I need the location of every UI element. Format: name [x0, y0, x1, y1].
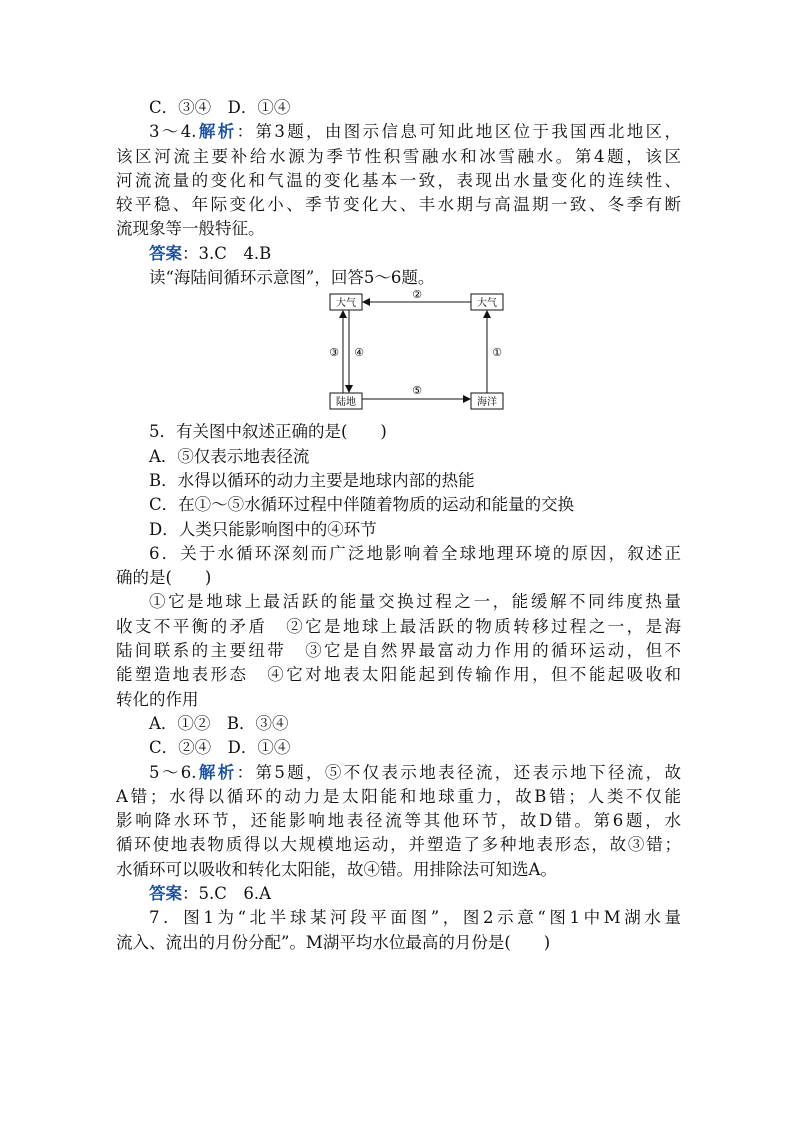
- q34-analysis-line1: [116, 120, 681, 144]
- q56-analysis-line1: [116, 761, 681, 785]
- arrow-top-label: ②: [412, 290, 422, 302]
- q5-stem: 5．有关图中叙述正确的是( ): [149, 422, 387, 442]
- q34-analysis-line2: 该区河流主要补给水源为季节性积雪融水和冰雪融水。第4题，该区: [116, 146, 681, 166]
- box-top-left-label: 大气: [336, 298, 356, 310]
- arrow-left-label-b: ④: [354, 346, 364, 360]
- q5-option-b: B．水得以循环的动力主要是地球内部的热能: [149, 470, 475, 490]
- arrow-right-label: ①: [492, 346, 502, 360]
- q34-answer: [116, 242, 681, 266]
- box-bottom-right-label: 海洋: [477, 397, 497, 409]
- q56-answer-text: ：5.C 6.A: [182, 884, 272, 904]
- q5-option-a: A．⑤仅表示地表径流: [149, 446, 310, 466]
- q34-analysis-prefix: 3～4.: [149, 122, 197, 142]
- q34-analysis-text1: ：第3题，由图示信息可知此地区位于我国西北地区，: [236, 122, 682, 142]
- q56-answer: [116, 882, 681, 906]
- q56-analysis-prefix: 5～6.: [149, 762, 197, 782]
- q5-option-c: C．在①～⑤水循环过程中伴随着物质的运动和能量的交换: [149, 495, 575, 515]
- arrow-bottom-label: ⑤: [412, 384, 422, 398]
- q6-options-ab: A．①② B．③④: [149, 713, 289, 733]
- q56-analysis-label: 解析: [196, 762, 237, 782]
- q6-body-line2: 收支不平衡的矛盾 ②它是地球上最活跃的物质转移过程之一，是海: [116, 616, 681, 636]
- intro-text: 读“海陆间循环示意图”，回答5～6题。: [149, 268, 435, 288]
- q34-answer-label: 答案: [149, 243, 182, 263]
- q6-body-line3: 陆间联系的主要纽带 ③它是自然界最富动力作用的循环运动，但不: [116, 641, 681, 661]
- q56-analysis-text1: ：第5题，⑤不仅表示地表径流，还表示地下径流，故: [236, 762, 682, 782]
- q6-body-line4: 能塑造地表形态 ④它对地表太阳能起到传输作用，但不能起吸收和: [116, 665, 681, 685]
- q34-analysis-line5: 流现象等一般特征。: [116, 219, 265, 239]
- q6-stem-line2: 确的是( ): [116, 568, 212, 588]
- q6-options-cd: C．②④ D．①④: [149, 738, 291, 758]
- water-cycle-svg: [116, 290, 681, 420]
- q6-stem-line1: 6．关于水循环深刻而广泛地影响着全球地理环境的原因，叙述正: [149, 543, 681, 563]
- arrow-left-label-a: ③: [329, 346, 339, 360]
- q34-answer-text: ：3.C 4.B: [182, 243, 272, 263]
- box-bottom-left-label: 陆地: [336, 397, 356, 409]
- q56-analysis-line5: 水循环可以吸收和转化太阳能，故④错。用排除法可知选A。: [116, 859, 557, 879]
- water-cycle-diagram: [116, 290, 681, 420]
- q56-analysis-line4: 循环使地表物质得以大规模地运动，并塑造了多种地表形态，故③错；: [116, 835, 681, 855]
- q56-answer-label: 答案: [149, 884, 182, 904]
- q56-analysis-line2: A错；水得以循环的动力是太阳能和地球重力，故B错；人类不仅能: [116, 786, 681, 806]
- q6-body-line1: ①它是地球上最活跃的能量交换过程之一，能缓解不同纬度热量: [149, 592, 681, 612]
- q34-options-cd: C．③④ D．①④: [149, 98, 291, 117]
- box-top-right-label: 大气: [477, 298, 497, 310]
- q7-stem-line1: 7．图1为“北半球某河段平面图”，图2示意“图1中M湖水量: [149, 908, 681, 928]
- q34-analysis-line3: 河流流量的变化和气温的变化基本一致，表现出水量变化的连续性、: [116, 170, 681, 190]
- q6-body-line5: 转化的作用: [116, 689, 199, 709]
- q56-analysis-line3: 影响降水环节，还能影响地表径流等其他环节，故D错。第6题，水: [116, 811, 681, 831]
- q34-analysis-line4: 较平稳、年际变化小、季节变化大、丰水期与高温期一致、冬季有断: [116, 195, 681, 215]
- q5-option-d: D．人类只能影响图中的④环节: [149, 519, 377, 539]
- q34-analysis-label: 解析: [196, 122, 237, 142]
- q7-stem-line2: 流入、流出的月份分配”。M湖平均水位最高的月份是( ): [116, 932, 551, 952]
- document-page: [116, 96, 681, 955]
